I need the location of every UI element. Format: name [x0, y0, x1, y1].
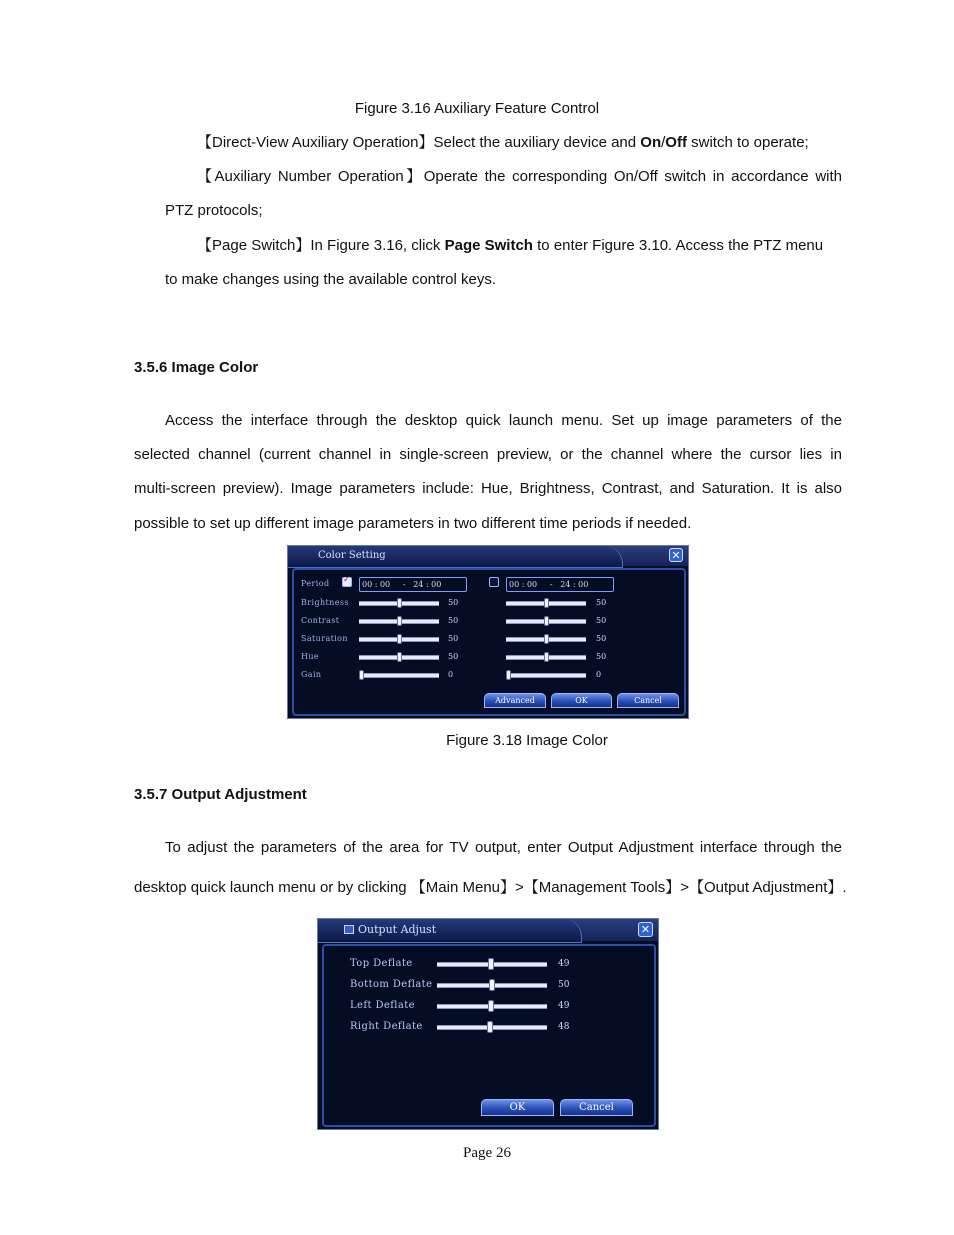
color-row-label: Brightness	[301, 598, 349, 607]
period-label: Period	[301, 579, 330, 588]
slider-track[interactable]	[359, 673, 439, 678]
slider-handle[interactable]	[488, 1000, 494, 1012]
slider-handle[interactable]	[488, 958, 494, 970]
output-row-label: Bottom Deflate	[350, 979, 433, 990]
slider-handle[interactable]	[544, 634, 549, 644]
cancel-button[interactable]: Cancel	[560, 1099, 633, 1116]
close-icon[interactable]: ✕	[669, 548, 683, 562]
paragraph-image-line4: possible to set up different image parameters in two different time periods if needed.	[134, 515, 692, 532]
slider-handle[interactable]	[397, 652, 402, 662]
paragraph-aux-number-line1: 【Auxiliary Number Operation】Operate the corresponding On/Off switch in accordance with	[197, 168, 842, 185]
output-row-label: Right Deflate	[350, 1021, 423, 1032]
slider-value: 49	[558, 959, 570, 969]
paragraph-aux-number-line2: PTZ protocols;	[165, 202, 263, 219]
cancel-button[interactable]: Cancel	[617, 693, 679, 708]
slider-handle[interactable]	[544, 652, 549, 662]
period2-checkbox[interactable]	[489, 577, 499, 587]
advanced-button[interactable]: Advanced	[484, 693, 546, 708]
slider-value: 50	[596, 616, 607, 625]
period1-checkbox[interactable]	[342, 577, 352, 587]
color-setting-dialog	[287, 545, 689, 719]
slider-handle[interactable]	[506, 670, 511, 680]
slider-value: 49	[558, 1001, 570, 1011]
paragraph-image-line1: Access the interface through the desktop quick launch menu. Set up image parameters of the	[165, 412, 842, 429]
figure-caption-3-16: Figure 3.16 Auxiliary Feature Control	[354, 100, 600, 117]
ok-button[interactable]: OK	[481, 1099, 554, 1116]
period1-time-field[interactable]: 00 : 00 - 24 : 00	[359, 577, 467, 592]
output-adjust-dialog	[317, 918, 659, 1130]
slider-handle[interactable]	[397, 598, 402, 608]
paragraph-output-line2: desktop quick launch menu or by clicking 【Main Menu】>【Management Tools】>【Output Adjustment】.	[134, 879, 847, 896]
slider-value: 50	[448, 634, 459, 643]
slider-value: 50	[596, 598, 607, 607]
slider-handle[interactable]	[397, 616, 402, 626]
bracket-label: 【Direct-View Auxiliary Operation】	[197, 134, 434, 151]
dialog-title: Color Setting	[288, 546, 623, 568]
paragraph-image-line2: selected channel (current channel in single-screen preview, or the channel where the cursor lies in	[134, 446, 842, 463]
slider-value: 0	[596, 670, 602, 679]
section-heading-image-color: 3.5.6 Image Color	[134, 359, 259, 376]
page-number: Page 26	[463, 1145, 511, 1161]
ok-button[interactable]: OK	[551, 693, 612, 708]
slider-value: 50	[558, 980, 570, 990]
slider-track[interactable]	[506, 673, 586, 678]
close-icon[interactable]: ✕	[638, 922, 653, 937]
paragraph-page-switch-line2: to make changes using the available control keys.	[165, 271, 497, 288]
color-row-label: Saturation	[301, 634, 348, 643]
slider-value: 48	[558, 1022, 570, 1032]
section-heading-output-adjustment: 3.5.7 Output Adjustment	[134, 786, 307, 803]
slider-handle[interactable]	[487, 1021, 493, 1033]
slider-handle[interactable]	[544, 616, 549, 626]
figure-caption-3-18: Figure 3.18 Image Color	[446, 732, 608, 749]
slider-value: 50	[448, 598, 459, 607]
slider-value: 50	[448, 616, 459, 625]
color-row-label: Gain	[301, 670, 322, 679]
color-row-label: Hue	[301, 652, 320, 661]
slider-value: 50	[448, 652, 459, 661]
color-row-label: Contrast	[301, 616, 340, 625]
slider-value: 0	[448, 670, 454, 679]
paragraph-output-line1: To adjust the parameters of the area for TV output, enter Output Adjustment interface through the	[165, 839, 842, 856]
paragraph-direct-view: 【Direct-View Auxiliary Operation】Select the auxiliary device and On/Off switch to operate;	[197, 134, 809, 151]
slider-handle[interactable]	[397, 634, 402, 644]
slider-handle[interactable]	[544, 598, 549, 608]
dialog-title: Output Adjust	[318, 919, 582, 943]
output-row-label: Top Deflate	[350, 958, 413, 969]
window-icon	[344, 925, 354, 934]
slider-value: 50	[596, 652, 607, 661]
period2-time-field[interactable]: 00 : 00 - 24 : 00	[506, 577, 614, 592]
slider-handle[interactable]	[489, 979, 495, 991]
slider-value: 50	[596, 634, 607, 643]
slider-handle[interactable]	[359, 670, 364, 680]
paragraph-image-line3: multi-screen preview). Image parameters include: Hue, Brightness, Contrast, and Saturation. It is also	[134, 480, 842, 497]
output-row-label: Left Deflate	[350, 1000, 415, 1011]
paragraph-page-switch-line1: 【Page Switch】In Figure 3.16, click Page Switch to enter Figure 3.10. Access the PTZ menu	[197, 237, 824, 254]
